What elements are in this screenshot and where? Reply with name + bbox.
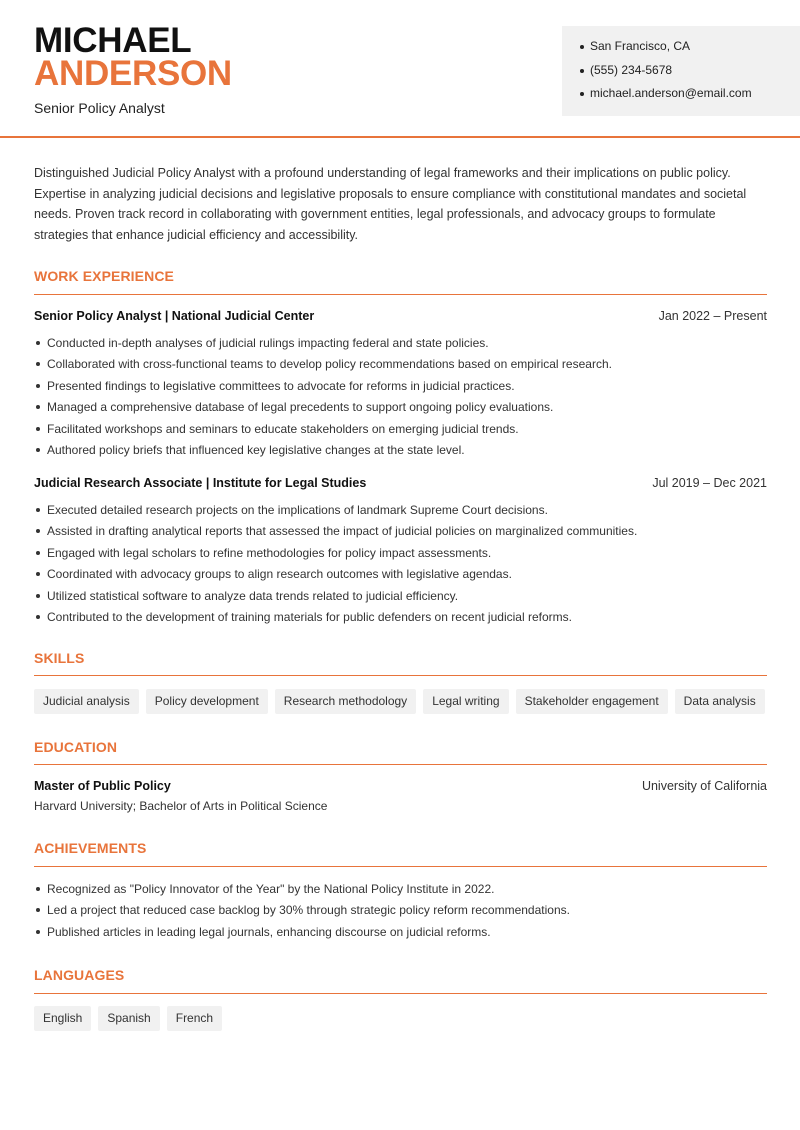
language-chip: Spanish <box>98 1006 159 1031</box>
professional-summary: Distinguished Judicial Policy Analyst with a profound understanding of legal frameworks and their implications on public policy. Expertise in analyzing judicial decisions and legislative proposals to ensure compliance with constitutional mandates and societal needs. Proven track record in collaborating with government entities, legal professionals, and advocacy groups to formulate strategies that enhance judicial efficiency and accessibility. <box>34 166 747 242</box>
section-title-languages: LANGUAGES <box>34 967 125 983</box>
section-divider <box>34 294 767 295</box>
job-dates: Jul 2019 – Dec 2021 <box>652 476 767 490</box>
language-chip: English <box>34 1006 91 1031</box>
education-header <box>34 779 767 797</box>
job-bullets <box>34 502 767 630</box>
degree: Master of Public Policy <box>34 779 171 793</box>
list-item: Collaborated with cross-functional teams to develop policy recommendations based on empirical research. <box>34 356 767 377</box>
job-title: Senior Policy Analyst <box>34 100 165 116</box>
list-item: Coordinated with advocacy groups to align research outcomes with legislative agendas. <box>34 566 767 587</box>
job-bullets <box>34 335 767 463</box>
list-item: Engaged with legal scholars to refine methodologies for policy impact assessments. <box>34 545 767 566</box>
job-header <box>34 476 767 494</box>
list-item: Authored policy briefs that influenced key legislative changes at the state level. <box>34 442 767 463</box>
list-item: Presented findings to legislative committees to advocate for reforms in judicial practices. <box>34 378 767 399</box>
job-header <box>34 309 767 327</box>
achievements-list <box>34 881 767 945</box>
first-name: MICHAEL <box>34 21 192 60</box>
contact-location: San Francisco, CA <box>580 38 800 62</box>
skill-chip: Legal writing <box>423 689 508 714</box>
language-chip: French <box>167 1006 222 1031</box>
skill-chip: Data analysis <box>675 689 765 714</box>
skill-chip: Policy development <box>146 689 268 714</box>
skill-chip: Research methodology <box>275 689 416 714</box>
job-role: Senior Policy Analyst | National Judicial Center <box>34 309 315 323</box>
last-name: ANDERSON <box>34 54 232 93</box>
skill-chip: Stakeholder engagement <box>516 689 668 714</box>
section-title-skills: SKILLS <box>34 650 85 666</box>
contact-phone: (555) 234-5678 <box>580 62 800 86</box>
languages-list <box>34 1006 222 1031</box>
list-item: Conducted in-depth analyses of judicial rulings impacting federal and state policies. <box>34 335 767 356</box>
list-item: Led a project that reduced case backlog by 30% through strategic policy reform recommendations. <box>34 902 767 923</box>
school: University of California <box>641 779 767 793</box>
section-title-work: WORK EXPERIENCE <box>34 268 174 284</box>
section-divider <box>34 993 767 994</box>
contact-email[interactable]: michael.anderson@email.com <box>580 85 800 109</box>
section-title-education: EDUCATION <box>34 739 118 755</box>
resume-header <box>0 0 800 138</box>
skills-list <box>34 689 765 714</box>
skill-chip: Judicial analysis <box>34 689 139 714</box>
list-item: Facilitated workshops and seminars to educate stakeholders on emerging judicial trends. <box>34 421 767 442</box>
job-role: Judicial Research Associate | Institute for Legal Studies <box>34 476 367 490</box>
contact-box <box>562 26 800 116</box>
list-item: Utilized statistical software to analyze data trends related to judicial efficiency. <box>34 588 767 609</box>
list-item: Managed a comprehensive database of legal precedents to support ongoing policy evaluations. <box>34 399 767 420</box>
list-item: Published articles in leading legal journals, enhancing discourse on judicial reforms. <box>34 924 767 945</box>
list-item: Executed detailed research projects on the implications of landmark Supreme Court decisions. <box>34 502 767 523</box>
list-item: Assisted in drafting analytical reports that assessed the impact of judicial policies on marginalized communities. <box>34 523 767 544</box>
section-divider <box>34 764 767 765</box>
section-divider <box>34 866 767 867</box>
section-divider <box>34 675 767 676</box>
section-title-achievements: ACHIEVEMENTS <box>34 840 147 856</box>
list-item: Contributed to the development of training materials for public defenders on recent judicial reforms. <box>34 609 767 630</box>
job-dates: Jan 2022 – Present <box>658 309 767 323</box>
list-item: Recognized as "Policy Innovator of the Year" by the National Policy Institute in 2022. <box>34 881 767 902</box>
education-detail: Harvard University; Bachelor of Arts in Political Science <box>34 799 328 813</box>
